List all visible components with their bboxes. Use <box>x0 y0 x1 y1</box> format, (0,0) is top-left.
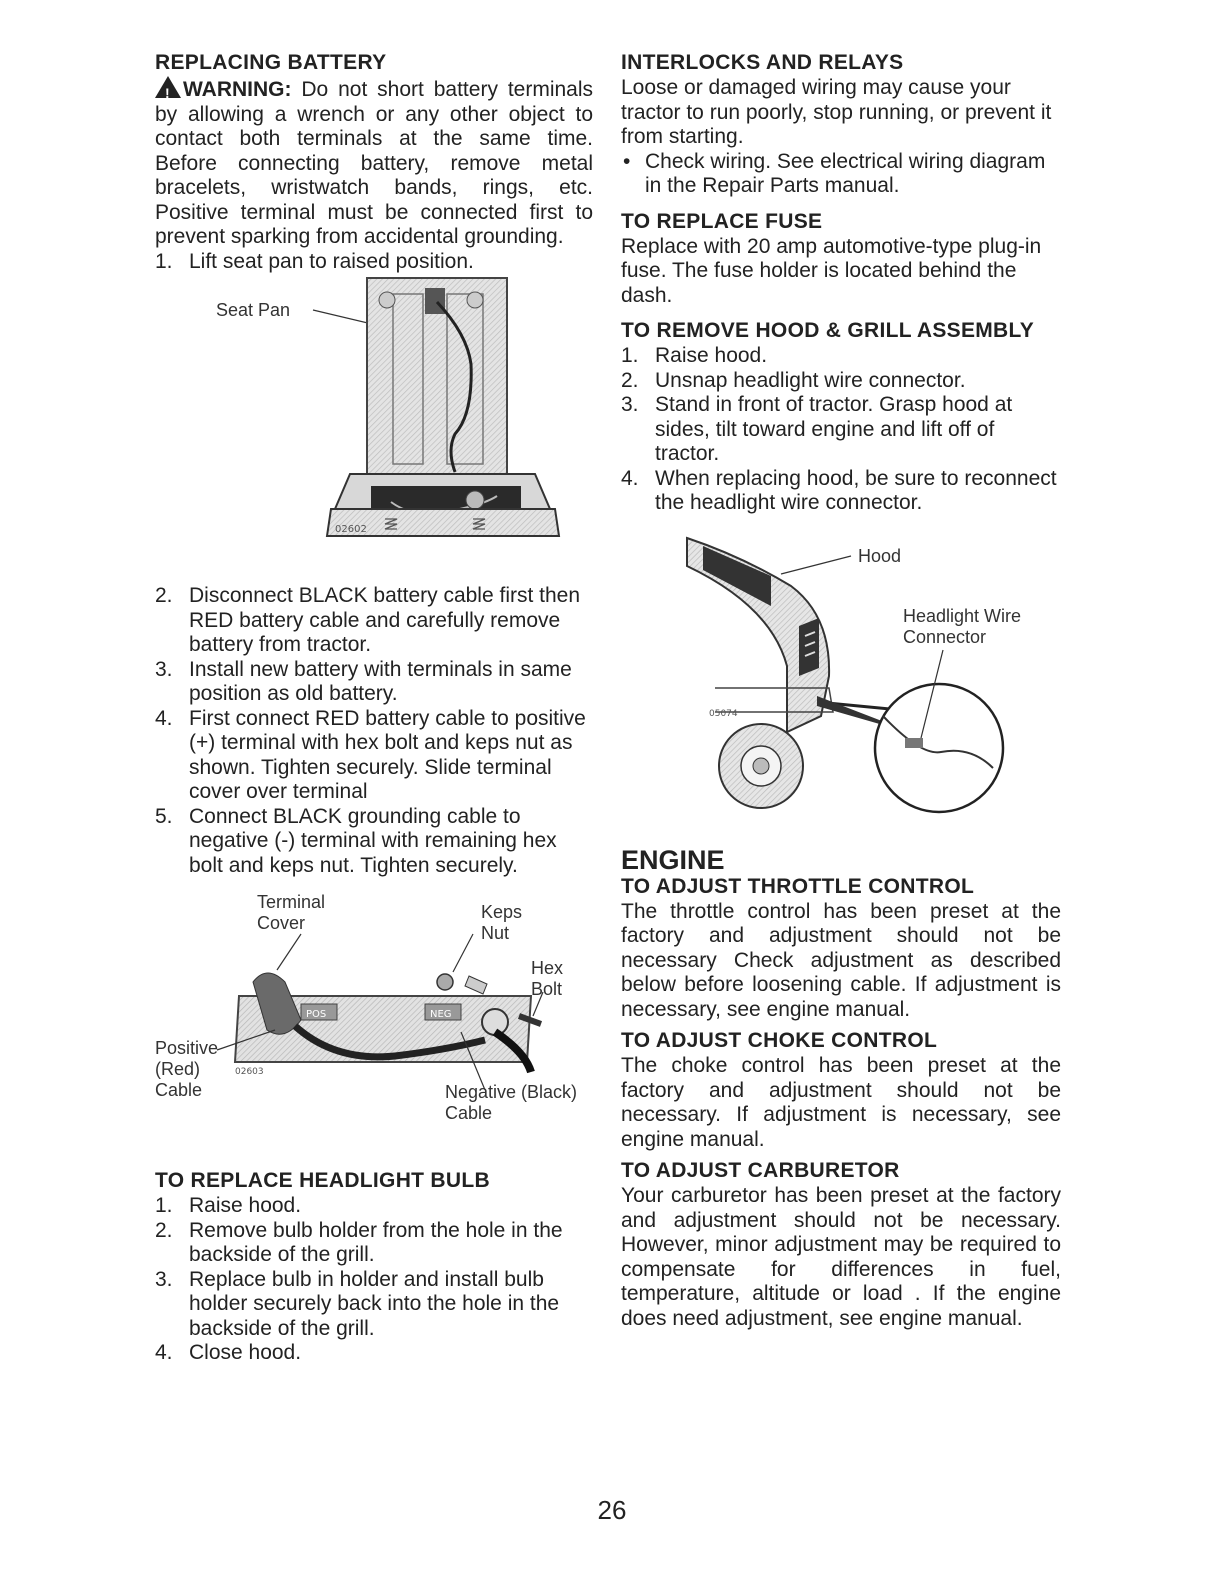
carburetor-heading: TO ADJUST CARBURETOR <box>621 1159 900 1182</box>
battery-steps-list <box>155 584 593 878</box>
engine-heading: ENGINE <box>621 844 725 875</box>
hex-bolt-label: Hex Bolt <box>531 958 564 999</box>
choke-text: The choke control has been preset at the factory and adjustment should not be necessary. If adjustment is necessary, see engine manual. <box>621 1054 1061 1151</box>
list-item: 2. Disconnect BLACK battery cable first then RED battery cable and carefully remove battery from tractor. <box>155 584 581 656</box>
fig1-code: 02602 <box>335 524 367 535</box>
carburetor-text: Your carburetor has been preset at the factory and adjustment should not be necessary. However, minor adjustment may be required to compensate for differences in fuel, temperature, altitude or load . If the engine does need adjustment, see engine manual. <box>621 1184 1061 1330</box>
headlight-heading: TO REPLACE HEADLIGHT BULB <box>155 1169 490 1192</box>
neg-mark: NEG <box>430 1009 452 1020</box>
positive-cable-label: Positive (Red) Cable <box>155 1038 219 1100</box>
hood-label: Hood <box>858 545 902 566</box>
right-column <box>621 50 1061 1331</box>
keps-nut-label: Keps Nut <box>481 902 523 943</box>
list-item: 1. Raise hood. <box>621 344 768 367</box>
headlight-connector-label: Headlight Wire Connector <box>903 605 1022 647</box>
battery-step1-list <box>155 250 593 275</box>
left-column <box>155 50 593 1366</box>
list-item: 4. First connect RED battery cable to positive (+) terminal with hex bolt and keps nut as shown. Tighten securely. Slide terminal cover over terminal <box>155 706 586 803</box>
fuse-heading: TO REPLACE FUSE <box>621 209 823 233</box>
hood-steps-list <box>621 344 1061 516</box>
list-item: 2. Remove bulb holder from the hole in the backside of the grill. <box>155 1218 563 1266</box>
interlocks-heading: INTERLOCKS AND RELAYS <box>621 51 904 74</box>
list-item: 3. Stand in front of tractor. Grasp hood at sides, tilt toward engine and lift off of tractor. <box>621 393 1013 465</box>
warning-icon: ! <box>155 76 181 98</box>
battery-terminal-figure <box>155 892 593 1162</box>
battery-warning <box>155 76 593 250</box>
list-item: 5. Connect BLACK grounding cable to negative (-) terminal with remaining hex bolt and keps nut. Tighten securely. <box>155 804 557 877</box>
headlight-steps-list <box>155 1194 593 1366</box>
throttle-heading: TO ADJUST THROTTLE CONTROL <box>621 874 975 898</box>
choke-heading: TO ADJUST CHOKE CONTROL <box>621 1029 938 1052</box>
list-item: 3. Replace bulb in holder and install bulb holder securely back into the hole in the backside of the grill. <box>155 1267 560 1340</box>
replacing-battery-heading: REPLACING BATTERY <box>155 51 387 74</box>
list-item: 1. Lift seat pan to raised position. <box>155 249 474 273</box>
warning-text: Do not short battery terminals by allowing a wrench or any other object to contact both terminals at the same time. Before connecting battery, remove metal bracelets, wristwatch bands, rings, etc. Positive terminal must be connected first to prevent sparking from accidental grounding. <box>155 78 594 248</box>
list-item: • Check wiring. See electrical wiring diagram in the Repair Parts manual. <box>623 149 1046 197</box>
page-number: 26 <box>597 1495 627 1525</box>
warning-label: WARNING: <box>183 78 292 101</box>
list-item: 4. Close hood. <box>155 1341 302 1364</box>
hood-illustration <box>621 516 1061 846</box>
terminal-cover-label: Terminal Cover <box>257 892 326 933</box>
interlocks-text: Loose or damaged wiring may cause your tractor to run poorly, stop running, or prevent it from starting. <box>621 76 1052 148</box>
hood-fig-code: 05074 <box>709 708 738 719</box>
seat-pan-label: Seat Pan <box>216 300 291 320</box>
hood-figure <box>621 516 1061 846</box>
seat-pan-illustration <box>155 274 593 574</box>
fig2-code: 02603 <box>235 1067 264 1077</box>
list-item: 3. Install new battery with terminals in same position as old battery. <box>155 657 572 705</box>
list-item: 4. When replacing hood, be sure to reconnect the headlight wire connector. <box>621 466 1057 514</box>
hood-heading: TO REMOVE HOOD & GRILL ASSEMBLY <box>621 319 1035 342</box>
throttle-text: The throttle control has been preset at the factory and adjustment should not be necessary Check adjustment as described below before loosening cable. If adjustment is necessary, see engine manual. <box>621 899 1061 1021</box>
interlocks-bullets <box>621 150 1061 199</box>
seat-pan-figure <box>155 274 593 574</box>
negative-cable-label: Negative (Black) Cable <box>445 1082 578 1123</box>
list-item: 1. Raise hood. <box>155 1194 302 1217</box>
fuse-text: Replace with 20 amp automotive-type plug-in fuse. The fuse holder is located behind the dash. <box>621 234 1042 307</box>
list-item: 2. Unsnap headlight wire connector. <box>621 368 966 392</box>
pos-mark: POS <box>306 1009 327 1020</box>
